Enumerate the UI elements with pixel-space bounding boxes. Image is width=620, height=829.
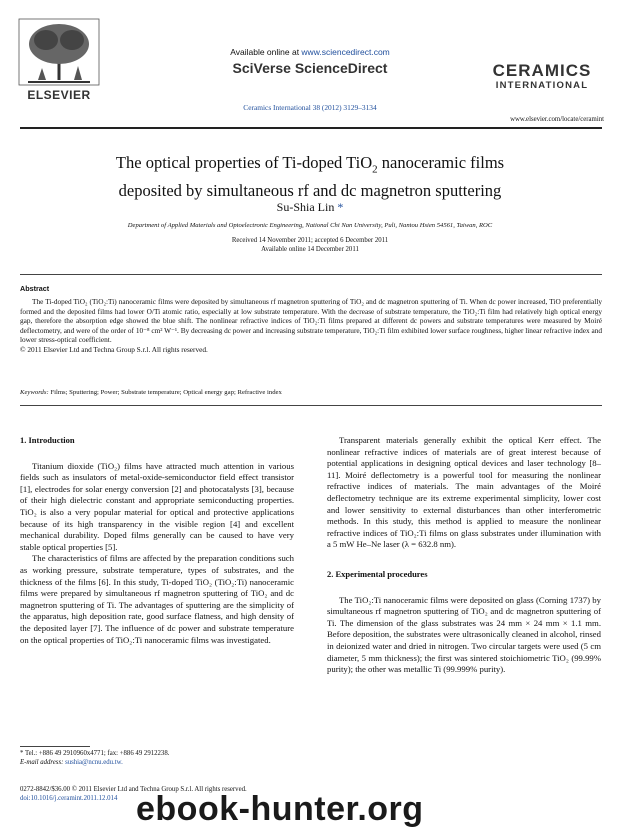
platform-name: SciVerse ScienceDirect: [232, 60, 388, 76]
abstract-top-rule: [20, 274, 602, 275]
sciencedirect-link[interactable]: www.sciencedirect.com: [301, 47, 390, 57]
header-rule: [20, 127, 602, 129]
introduction-paragraph-1: Titanium dioxide (TiO₂) films have attracted much attention in various fields such as insulators of metal-oxide-semiconductor field effect transistor [1], electrodes for solar energy conversion [2] and photocatalysts [3], because of their high dielectric constant and appropriate semiconducting properties. TiO₂ is also a very popular material for optical and protective applications because of its high transparency in the visible region [4] and excellent mechanical durability. Doped films generally can be caused to have very stable optical properties [5].: [20, 460, 294, 552]
corresponding-author-link[interactable]: *: [337, 200, 344, 214]
abstract-bottom-rule: [20, 405, 602, 406]
journal-citation-link[interactable]: Ceramics International 38 (2012) 3129–3134: [243, 103, 377, 112]
issn-line: 0272-8842/$36.00 © 2011 Elsevier Ltd and Techna Group S.r.l. All rights reserved.: [20, 786, 247, 793]
abstract-heading: Abstract: [20, 284, 50, 293]
introduction-paragraph-3: Transparent materials generally exhibit the optical Kerr effect. The nonlinear refractive indices of materials are of great interest because of potential applications in designing optical devices and laser technology [8–11]. Moiré deflectometry is a powerful tool for measuring the nonlinear refractive indices of materials. The main advantages of the Moiré deflectometry technique are its extreme experimental simplicity, lower cost and lower sensitivity to external disturbances than other interferometric methods. In this study, this method is applied to measure the nonlinear refractive indices of TiO₂:Ti films on glass substrates under illumination with a 5 mW He–Ne laser (λ = 632.8 nm).: [327, 435, 601, 550]
introduction-paragraph-2: The characteristics of films are affected by the preparation conditions such as working pressure, substrate temperature, types of substrates, and the thickness of the films [6]. In this study, Ti-doped TiO₂ (TiO₂:Ti) nanoceramic films were prepared by simultaneous rf magnetron sputtering of TiO₂ and dc magnetron sputtering of Ti. The advantages of sputtering are the simplicity of the apparatus, high deposition rate, good surface flatness, and high density of the deposited layer [7]. The influence of dc power and substrate temperature on the optical properties of TiO₂:Ti nanoceramic films was investigated.: [20, 553, 294, 645]
available-online: Available online at www.sciencedirect.com: [230, 47, 390, 57]
abstract-text: The Ti-doped TiO₂ (TiO₂:Ti) nanoceramic films were deposited by simultaneous rf magnetron sputtering of TiO₂ and dc magnetron sputtering of Ti. When dc power increased, TiO preferentially formed and the deposited films had lower O/Ti atomic ratio, especially at low substrate temperature. With the decrease of substrate temperature, the TiO₂:Ti film had relatively high optical energy gap, therefore the absorption edge showed the blue shift. The nonlinear refractive indices of TiO₂:Ti films prepared at different dc powers and substrate temperatures were measured by Moiré deflectometry, and were of the order of 10⁻⁸ cm² W⁻¹. By decreasing dc power and increasing substrate temperature, TiO₂:Ti film exhibited lower surface roughness, higher linear refractive index and lower stress-optical coefficient.: [20, 297, 603, 344]
journal-logo: CERAMICS INTERNATIONAL: [492, 61, 592, 91]
abstract-copyright: © 2011 Elsevier Ltd and Techna Group S.r.l. All rights reserved.: [20, 344, 208, 354]
affiliation: Department of Applied Materials and Optoelectronic Engineering, National Chi Nan University, Puli, Nantou Hsien 54561, Taiwan, ROC: [127, 222, 493, 229]
publisher-name: ELSEVIER: [27, 88, 91, 102]
article-title: The optical properties of Ti-doped TiO$_2$ nanoceramic films deposited by simultaneous rf and dc magnetron sputtering: [115, 153, 505, 201]
elsevier-logo: [18, 18, 100, 104]
introduction-heading: 1. Introduction: [20, 435, 75, 445]
left-column: [20, 435, 294, 646]
experimental-heading: 2. Experimental procedures: [327, 568, 428, 579]
watermark: ebook-hunter.org: [136, 790, 424, 828]
abstract-body: [20, 297, 602, 354]
keywords: Keywords: Films; Sputtering; Power; Substrate temperature; Optical energy gap; Refractive index: [20, 389, 282, 396]
right-column: [327, 435, 601, 676]
author-name: Su-Shia Lin *: [276, 200, 344, 214]
email-link[interactable]: sushia@ncnu.edu.tw.: [65, 759, 123, 766]
footnote: * Tel.: +886 49 2910960x4771; fax: +886 49 2912238. E-mail address: sushia@ncnu.edu.tw.: [20, 750, 170, 766]
article-dates: Received 14 November 2011; accepted 6 December 2011 Available online 14 December 2011: [231, 237, 389, 253]
footnote-rule: [20, 746, 90, 747]
journal-url[interactable]: www.elsevier.com/locate/ceramint: [510, 116, 604, 123]
doi-link[interactable]: doi:10.1016/j.ceramint.2011.12.014: [20, 795, 118, 802]
experimental-paragraph-1: The TiO₂:Ti nanoceramic films were deposited on glass (Corning 1737) by simultaneous rf magnetron sputtering of TiO₂ and dc magnetron sputtering of Ti. The dimension of the glass substrates was 24 mm × 24 mm × 1.1 mm. Before deposition, the substrates were ultrasonically cleaned in alcohol, rinsed in deionized water and dried in nitrogen. Two circular targets were used (5 cm diameter, 5 mm thickness); the first was sintered stoichiometric TiO₂ (99.99% purity); the other was metallic Ti (99.999% purity).: [327, 594, 601, 675]
